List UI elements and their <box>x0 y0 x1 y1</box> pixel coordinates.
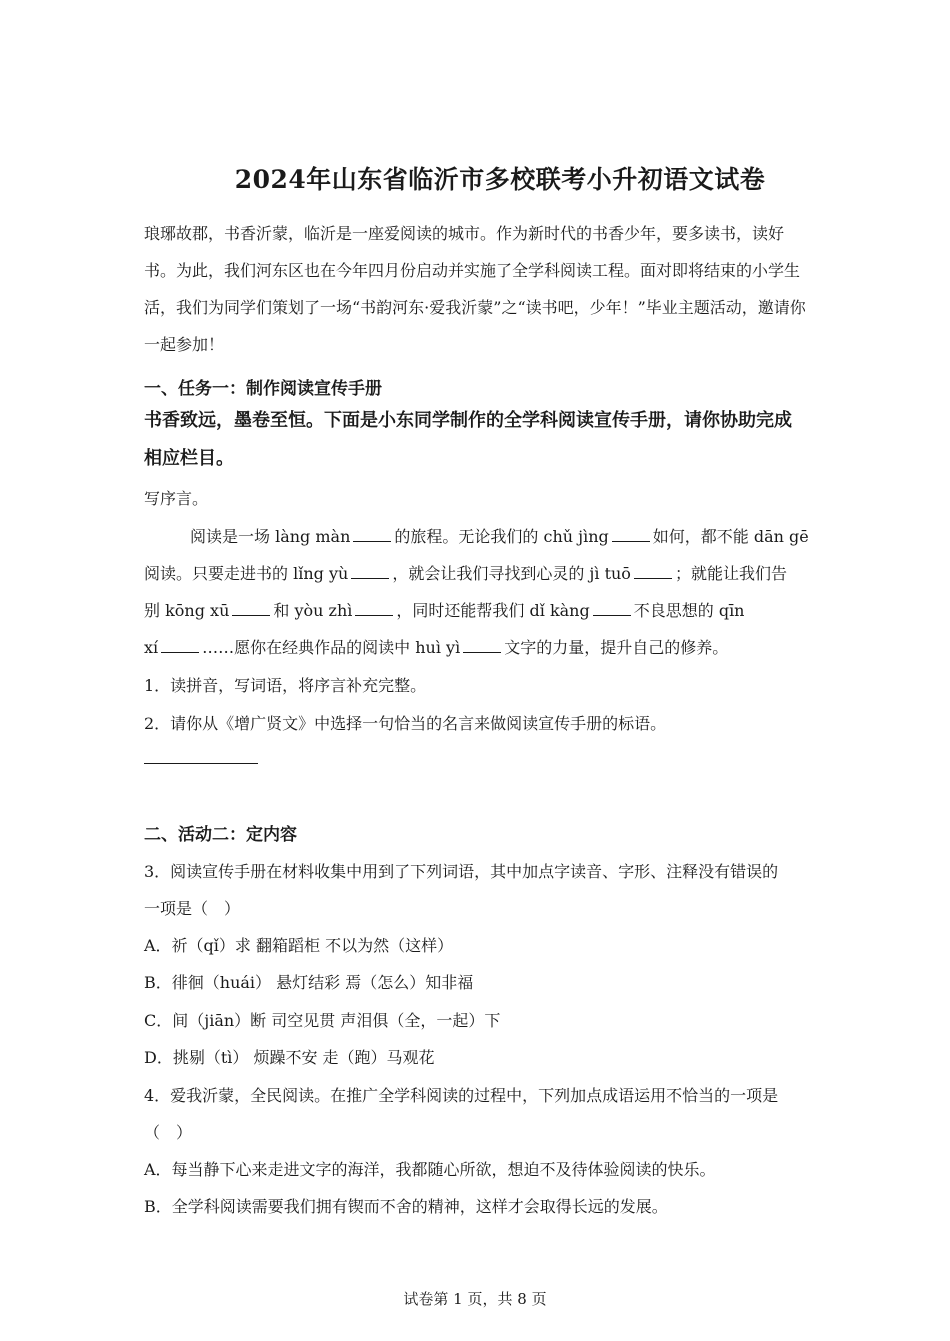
preface-text: 不良思想的 qīn <box>633 601 745 620</box>
preface-line-4 <box>144 635 810 658</box>
question-2: 2．请你从《增广贤文》中选择一句恰当的名言来做阅读宣传手册的标语。 <box>144 714 667 733</box>
question-1: 1．读拼音，写词语，将序言补充完整。 <box>144 676 427 695</box>
section1-heading: 一、任务一：制作阅读宣传手册 <box>144 379 382 399</box>
section2-heading: 二、活动二：定内容 <box>144 825 297 845</box>
answer-blank[interactable] <box>161 638 199 653</box>
page-title: 2024年山东省临沂市多校联考小升初语文试卷 <box>234 165 766 194</box>
answer-blank[interactable] <box>593 601 631 616</box>
preface-line-2 <box>144 561 810 584</box>
answer-blank[interactable] <box>634 564 672 579</box>
q3-option-b[interactable]: B．徘徊（huái） 悬灯结彩 焉（怎么）知非福 <box>144 973 474 992</box>
preface-text: ……愿你在经典作品的阅读中 huì yì <box>202 638 461 657</box>
q3-option-c[interactable]: C．间（jiān）断 司空见贯 声泪俱（全，一起）下 <box>144 1011 501 1030</box>
question-4-stem-cont: （ ） <box>144 1123 193 1142</box>
section1-lead: 书香致远，墨卷至恒。下面是小东同学制作的全学科阅读宣传手册，请你协助完成相应栏目。 <box>144 410 792 469</box>
answer-blank[interactable] <box>232 601 270 616</box>
answer-blank[interactable] <box>355 601 393 616</box>
q3-option-d[interactable]: D．挑剔（tì） 烦躁不安 走（跑）马观花 <box>144 1048 435 1067</box>
preface-line-1 <box>190 524 856 547</box>
preface-text: 如何，都不能 dān gē <box>652 527 809 546</box>
section1-subtask: 写序言。 <box>144 489 209 508</box>
page-footer: 试卷第 1 页，共 8 页 <box>403 1290 547 1308</box>
preface-text: 阅读。只要走进书的 lǐng yù <box>144 564 349 583</box>
preface-text: 和 yòu zhì <box>273 601 353 620</box>
answer-blank[interactable] <box>612 527 650 542</box>
answer-blank[interactable] <box>353 527 391 542</box>
answer-line[interactable] <box>144 763 258 764</box>
intro-paragraph: 琅琊故郡，书香沂蒙，临沂是一座爱阅读的城市。作为新时代的书香少年，要多读书，读好书。为此，我们河东区也在今年四月份启动并实施了全学科阅读工程。面对即将结束的小学生活，我们为同学们策划了一场“书韵河东·爱我沂蒙”之“读书吧，少年！”毕业主题活动，邀请你一起参加！ <box>144 224 806 354</box>
q3-option-a[interactable]: A．祈（qǐ）求 翻箱蹈柜 不以为然（这样） <box>144 936 454 955</box>
preface-text: ，同时还能帮我们 dǐ kàng <box>396 601 590 620</box>
preface-text: 阅读是一场 làng màn <box>190 527 351 546</box>
question-3-stem: 3．阅读宣传手册在材料收集中用到了下列词语，其中加点字读音、字形、注释没有错误的 <box>144 862 779 881</box>
preface-text: ；就能让我们告 <box>674 564 787 583</box>
preface-line-3 <box>144 598 810 621</box>
preface-text: 的旅程。无论我们的 chǔ jìng <box>394 527 609 546</box>
preface-text: 别 kōng xū <box>144 601 230 620</box>
question-3-stem-cont: 一项是（ ） <box>144 899 241 918</box>
q4-option-a[interactable]: A．每当静下心来走进文字的海洋，我都随心所欲，想迫不及待体验阅读的快乐。 <box>144 1160 716 1179</box>
answer-blank[interactable] <box>351 564 389 579</box>
preface-text: 文字的力量，提升自己的修养。 <box>504 638 729 657</box>
answer-blank[interactable] <box>463 638 501 653</box>
q4-option-b[interactable]: B．全学科阅读需要我们拥有锲而不舍的精神，这样才会取得长远的发展。 <box>144 1197 668 1216</box>
question-4-stem: 4．爱我沂蒙，全民阅读。在推广全学科阅读的过程中，下列加点成语运用不恰当的一项是 <box>144 1086 779 1105</box>
preface-text: xí <box>144 638 159 657</box>
preface-text: ，就会让我们寻找到心灵的 jì tuō <box>392 564 631 583</box>
